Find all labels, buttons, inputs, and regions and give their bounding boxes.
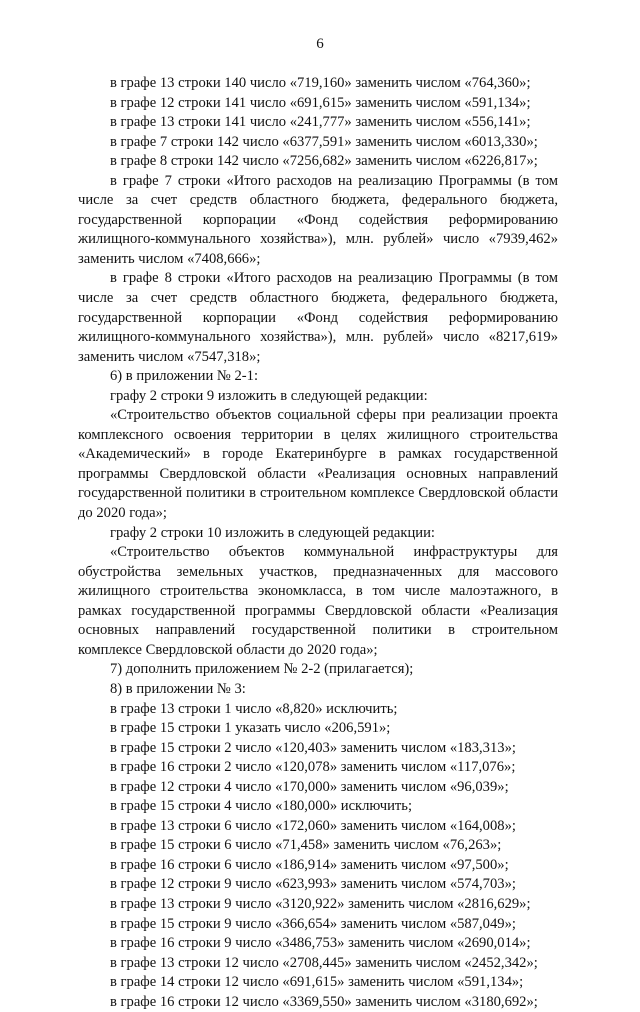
text-line: в графе 12 строки 4 число «170,000» заменить числом «96,039»;	[110, 778, 509, 795]
text-line: в графе 15 строки 2 число «120,403» заменить числом «183,313»;	[110, 739, 516, 756]
paragraph: в графе 7 строки «Итого расходов на реализацию Программы (в том числе за счет средств областного бюджета, федерального бюджета, государственной корпорации «Фонд содействия реформированию жилищного-коммунального хозяйства»), млн. рублей» число «7939,462» заменить числом «7408,666»;	[78, 172, 558, 267]
text-line: в графе 15 строки 9 число «366,654» заменить числом «587,049»;	[110, 915, 516, 932]
text-line: в графе 13 строки 140 число «719,160» заменить числом «764,360»;	[110, 75, 531, 91]
text-line: в графе 13 строки 9 число «3120,922» заменить числом «2816,629»;	[110, 895, 531, 912]
document-body	[78, 74, 558, 1012]
text-line: в графе 15 строки 6 число «71,458» заменить числом «76,263»;	[110, 837, 502, 854]
text-line: в графе 7 строки 142 число «6377,591» заменить числом «6013,330»;	[110, 133, 538, 150]
text-line: в графе 13 строки 1 число «8,820» исключить;	[110, 700, 398, 717]
text-line: в графе 16 строки 9 число «3486,753» заменить числом «2690,014»;	[110, 935, 531, 952]
text-line: в графе 16 строки 2 число «120,078» заменить числом «117,076»;	[110, 759, 516, 776]
text-line: 8) в приложении № 3:	[110, 680, 246, 697]
text-line: 6) в приложении № 2-1:	[110, 368, 259, 385]
text-line: графу 2 строки 10 изложить в следующей редакции:	[110, 524, 435, 541]
text-line: в графе 12 строки 9 число «623,993» заменить числом «574,703»;	[110, 876, 516, 893]
text-line: графу 2 строки 9 изложить в следующей редакции:	[110, 387, 428, 404]
page-number: 6	[316, 36, 324, 52]
text-line: в графе 13 строки 12 число «2708,445» заменить числом «2452,342»;	[110, 954, 538, 971]
text-line: в графе 16 строки 12 число «3369,550» заменить числом «3180,692»;	[110, 993, 538, 1010]
text-line: 7) дополнить приложением № 2-2 (прилагается);	[110, 661, 414, 678]
text-line: в графе 15 строки 1 указать число «206,591»;	[110, 720, 391, 737]
paragraph: «Строительство объектов социальной сферы при реализации проекта комплексного освоения территории в целях жилищного строительства «Академический» в городе Екатеринбурге в рамках государственной программы Свердловской области «Реализация основных направлений государственной политики в строительном комплексе Свердловской области до 2020 года»;	[78, 407, 558, 522]
paragraph: «Строительство объектов коммунальной инфраструктуры для обустройства земельных участков, предназначенных для массового жилищного строительства экономкласса, в том числе малоэтажного, в рамках государственной программы Свердловской области «Реализация основных направлений государственной политики в строительном комплексе Свердловской области до 2020 года»;	[78, 544, 558, 658]
text-line: в графе 16 строки 6 число «186,914» заменить числом «97,500»;	[110, 856, 509, 873]
text-line: в графе 15 строки 4 число «180,000» исключить;	[110, 798, 413, 815]
text-line: в графе 13 строки 141 число «241,777» заменить числом «556,141»;	[110, 114, 531, 131]
text-line: в графе 13 строки 6 число «172,060» заменить числом «164,008»;	[110, 817, 516, 834]
text-line: в графе 8 строки 142 число «7256,682» заменить числом «6226,817»;	[110, 153, 538, 170]
text-line: в графе 12 строки 141 число «691,615» заменить числом «591,134»;	[110, 94, 531, 111]
text-line: в графе 14 строки 12 число «691,615» заменить числом «591,134»;	[110, 974, 524, 991]
paragraph: в графе 8 строки «Итого расходов на реализацию Программы (в том числе за счет средств областного бюджета, федерального бюджета, государственной корпорации «Фонд содействия реформированию жилищного-коммунального хозяйства»), млн. рублей» число «8217,619» заменить числом «7547,318»;	[78, 270, 558, 365]
